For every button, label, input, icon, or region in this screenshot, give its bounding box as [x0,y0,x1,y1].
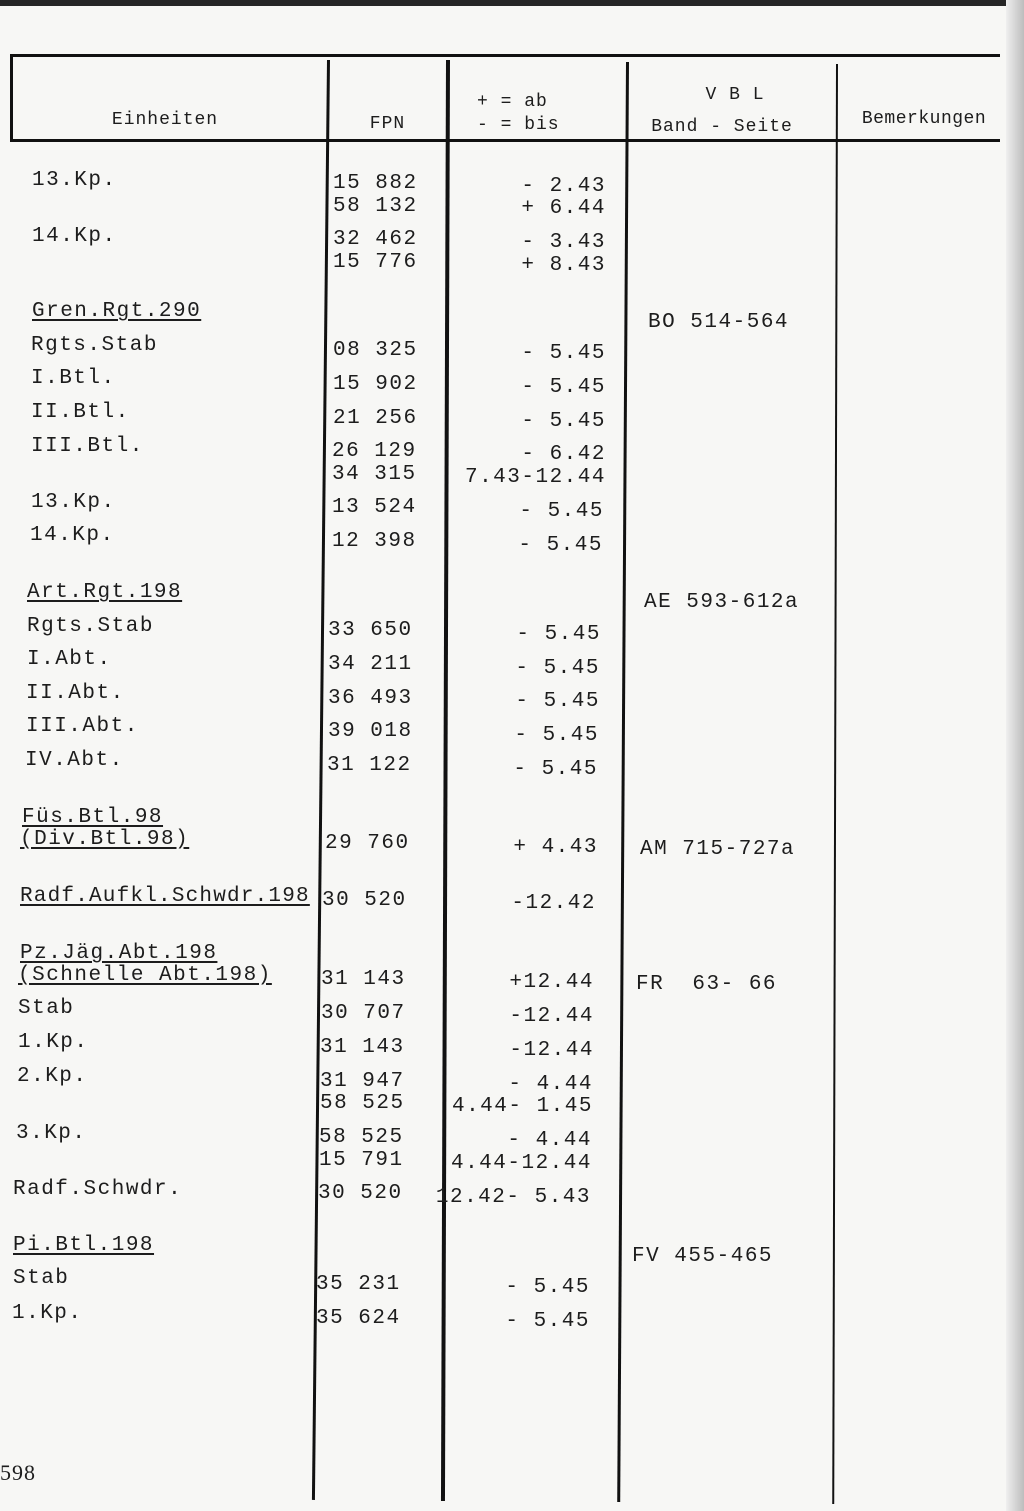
unit-label: 3.Kp. [16,1122,87,1145]
date-value: + 6.44 [521,197,606,220]
date-value: - 5.45 [505,1276,590,1299]
date-value: 4.44- 1.45 [451,1095,593,1118]
date-value: + 4.43 [513,836,598,859]
unit-heading: Art.Rgt.198 [27,581,183,604]
unit-label: II.Abt. [26,682,125,705]
fpn-value: 29 760 [325,832,410,855]
fpn-value: 58 525 [320,1092,405,1115]
column-rule-left [10,54,13,142]
unit-label: Stab [18,997,75,1020]
date-value: 4.44-12.44 [450,1152,592,1175]
vbl-reference: AE 593-612a [644,591,800,614]
date-value: - 5.45 [505,1310,590,1333]
unit-label: 2.Kp. [17,1065,88,1088]
unit-label: 14.Kp. [32,225,117,248]
header-bottom-rule [10,139,1000,142]
date-value: +12.44 [509,971,594,994]
header-ab: + = ab [477,92,548,112]
date-value: - 5.45 [521,410,606,433]
unit-label: 1.Kp. [12,1302,83,1325]
date-value: - 2.43 [521,175,606,198]
unit-label: IV.Abt. [25,749,124,772]
fpn-value: 35 231 [316,1273,401,1296]
column-rule-dates [441,60,450,1501]
fpn-value: 15 902 [333,373,418,396]
fpn-value: 13 524 [332,496,417,519]
fpn-value: 30 520 [318,1182,403,1205]
fpn-value: 30 707 [321,1002,406,1025]
date-value: - 5.45 [518,534,603,557]
unit-label: I.Abt. [27,648,112,671]
unit-label: 14.Kp. [30,524,115,547]
unit-heading: Gren.Rgt.290 [32,300,202,323]
vbl-reference: FV 455-465 [632,1245,774,1268]
vbl-reference: AM 715-727a [640,838,796,861]
unit-label: II.Btl. [31,401,130,424]
unit-label: 1.Kp. [18,1031,89,1054]
vbl-reference: FR 63- 66 [636,973,778,996]
fpn-value: 30 520 [322,889,407,912]
header-vbl-sub: Band - Seite [651,117,793,137]
column-rule-vbl [617,62,629,1502]
date-value: - 4.44 [507,1129,592,1152]
fpn-value: 31 122 [327,754,412,777]
table-top-rule [10,54,1000,57]
fpn-value: 39 018 [328,720,413,743]
fpn-value: 36 493 [328,687,413,710]
unit-label: 13.Kp. [31,491,116,514]
unit-label: I.Btl. [31,367,116,390]
date-value: 7.43-12.44 [464,466,606,489]
fpn-value: 15 882 [333,172,418,195]
date-value: 12.42- 5.43 [435,1186,591,1209]
unit-heading: Radf.Aufkl.Schwdr.198 [20,885,310,908]
fpn-value: 33 650 [328,619,413,642]
fpn-value: 35 624 [316,1307,401,1330]
fpn-value: 31 143 [321,968,406,991]
date-value: - 5.45 [515,657,600,680]
unit-label: III.Btl. [31,435,144,458]
page-number: 598 [0,1460,36,1485]
fpn-value: 26 129 [332,440,417,463]
fpn-value: 58 525 [319,1126,404,1149]
date-value: - 5.45 [514,724,599,747]
fpn-value: 32 462 [333,228,418,251]
date-value: -12.44 [509,1039,594,1062]
date-value: - 5.45 [515,690,600,713]
unit-label: Rgts.Stab [27,615,154,638]
date-value: - 5.45 [513,758,598,781]
unit-label: III.Abt. [26,715,139,738]
date-value: -12.42 [511,892,596,915]
unit-label: 13.Kp. [32,169,117,192]
header-vbl-title: V B L [705,85,765,105]
unit-heading: Pi.Btl.198 [13,1234,155,1257]
fpn-value: 34 315 [332,463,417,486]
header-einheiten: Einheiten [111,110,219,130]
unit-label: Stab [13,1267,70,1290]
fpn-value: 34 211 [328,653,413,676]
column-rule-remarks [832,64,838,1504]
date-value: - 5.45 [519,500,604,523]
header-bemerkungen: Bemerkungen [861,109,987,129]
unit-heading-subtitle: (Schnelle Abt.198) [18,964,272,987]
header-fpn: FPN [369,114,406,134]
date-value: - 4.44 [508,1073,593,1096]
date-value: + 8.43 [521,254,606,277]
fpn-value: 15 776 [333,251,418,274]
date-value: - 5.45 [516,623,601,646]
date-value: - 6.42 [521,443,606,466]
fpn-value: 58 132 [333,195,418,218]
fpn-value: 12 398 [332,530,417,553]
fpn-value: 15 791 [319,1149,404,1172]
date-value: - 3.43 [521,231,606,254]
unit-label: Rgts.Stab [31,334,158,357]
vbl-reference: BO 514-564 [648,311,790,334]
fpn-value: 31 947 [320,1070,405,1093]
unit-label: Radf.Schwdr. [13,1178,183,1201]
fpn-value: 31 143 [320,1036,405,1059]
fpn-value: 08 325 [333,339,418,362]
date-value: -12.44 [509,1005,594,1028]
scan-top-edge [0,0,1024,6]
unit-heading-subtitle: (Div.Btl.98) [20,828,190,851]
header-bis: - = bis [477,115,560,135]
fpn-value: 21 256 [333,407,418,430]
date-value: - 5.45 [521,376,606,399]
unit-heading: Füs.Btl.98 [22,806,164,829]
scan-right-edge [1006,0,1024,1511]
unit-heading: Pz.Jäg.Abt.198 [20,942,218,965]
date-value: - 5.45 [521,342,606,365]
